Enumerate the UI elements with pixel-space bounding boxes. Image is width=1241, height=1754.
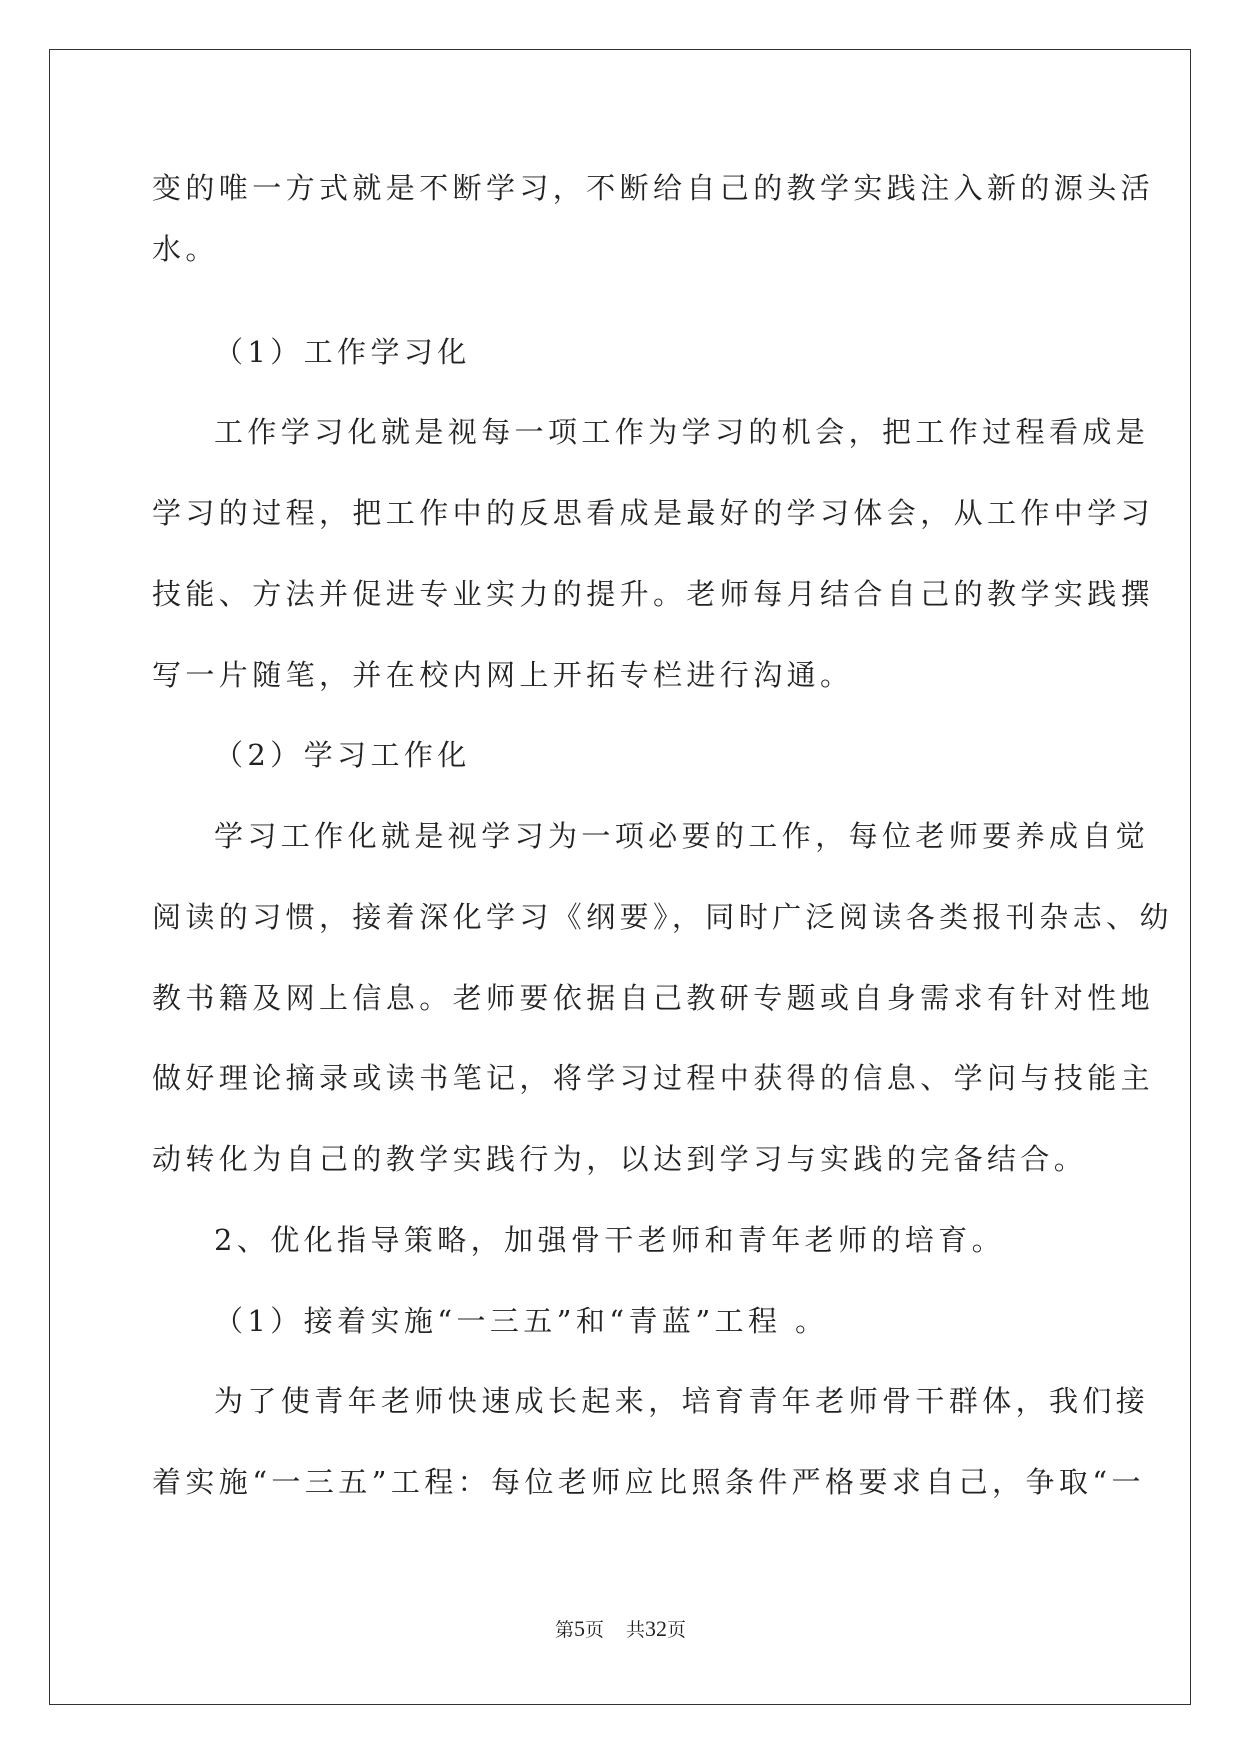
paragraph-line: 为了使青年老师快速成长起来，培育青年老师骨干群体，我们接 xyxy=(214,1384,1150,1418)
section-heading-guidance-strategy: 2、优化指导策略，加强骨干老师和青年老师的培育。 xyxy=(214,1223,1006,1257)
section-heading-work-as-learning: （1）工作学习化 xyxy=(214,335,471,369)
paragraph-line: 阅读的习惯，接着深化学习《纲要》，同时广泛阅读各类报刊杂志、幼 xyxy=(152,900,1173,934)
section-heading-project: （1）接着实施“一三五”和“青蓝”工程 。 xyxy=(214,1304,829,1338)
footer-page-prefix: 第 xyxy=(554,1619,574,1641)
paragraph-line: 学习工作化就是视学习为一项必要的工作，每位老师要养成自觉 xyxy=(214,819,1150,853)
section-heading-learning-as-work: （2）学习工作化 xyxy=(214,738,471,772)
paragraph-line: 技能、方法并促进专业实力的提升。老师每月结合自己的教学实践撰 xyxy=(152,577,1155,611)
footer-total-prefix: 共 xyxy=(626,1619,646,1641)
paragraph-line: 水。 xyxy=(152,232,219,266)
page-footer xyxy=(0,1616,1241,1643)
page-border xyxy=(49,49,1191,1705)
paragraph-line: 工作学习化就是视每一项工作为学习的机会，把工作过程看成是 xyxy=(214,415,1150,449)
paragraph-line: 变的唯一方式就是不断学习，不断给自己的教学实践注入新的源头活 xyxy=(152,171,1155,205)
footer-page-suffix: 页 xyxy=(584,1619,604,1641)
paragraph-line: 动转化为自己的教学实践行为，以达到学习与实践的完备结合。 xyxy=(152,1142,1088,1176)
footer-total-suffix: 页 xyxy=(667,1619,687,1641)
footer-page-total: 32 xyxy=(645,1616,668,1641)
paragraph-line: 学习的过程，把工作中的反思看成是最好的学习体会，从工作中学习 xyxy=(152,496,1155,530)
footer-page-current: 5 xyxy=(573,1616,585,1641)
paragraph-line: 写一片随笔，并在校内网上开拓专栏进行沟通。 xyxy=(152,658,854,692)
paragraph-line: 教书籍及网上信息。老师要依据自己教研专题或自身需求有针对性地 xyxy=(152,981,1155,1015)
paragraph-line: 着实施“一三五”工程：每位老师应比照条件严格要求自己，争取“一 xyxy=(152,1465,1145,1499)
paragraph-line: 做好理论摘录或读书笔记，将学习过程中获得的信息、学问与技能主 xyxy=(152,1061,1155,1095)
